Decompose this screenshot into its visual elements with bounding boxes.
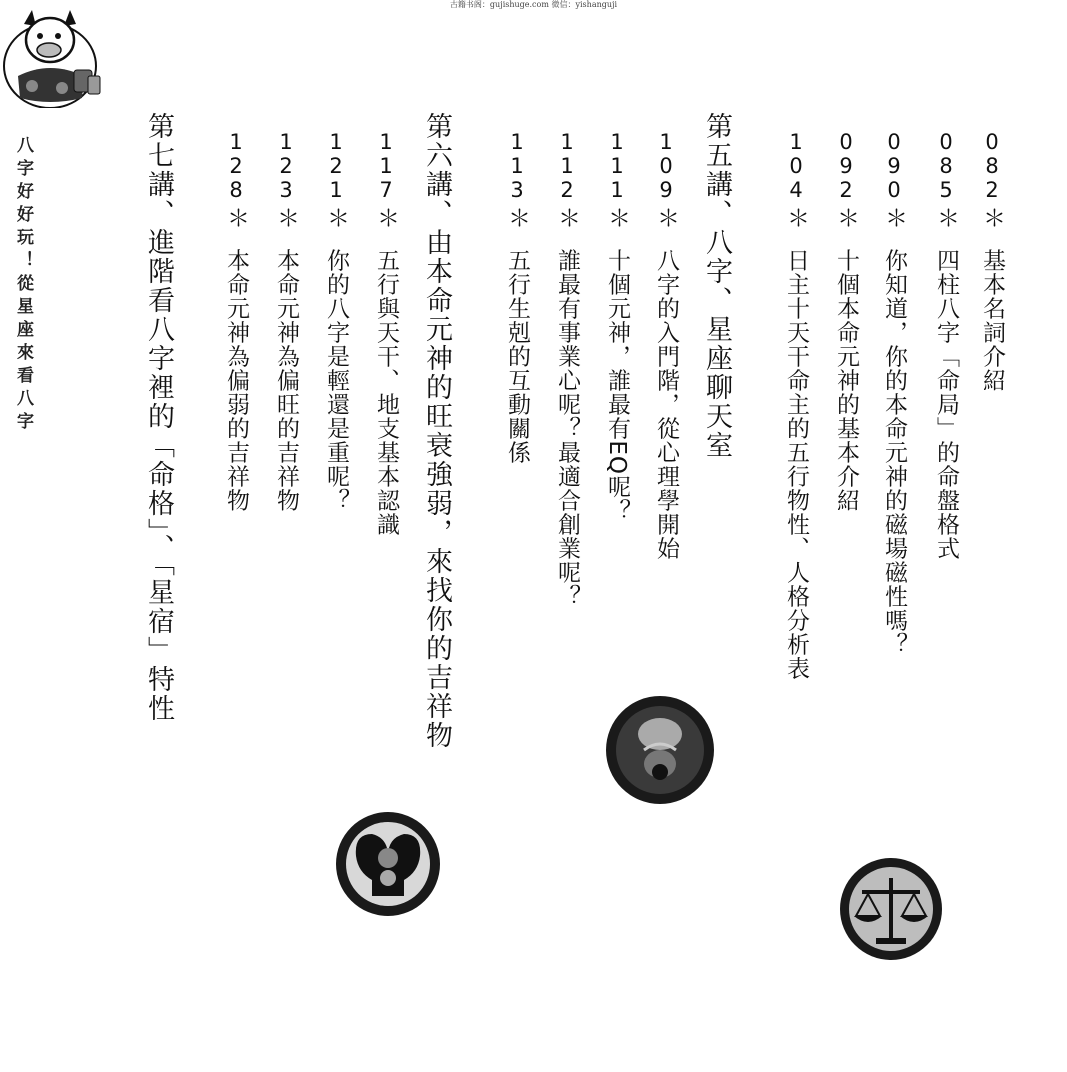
toc-entry: 109＊ 八字的入門階，從心理學開始 (653, 130, 679, 561)
chapter-heading: 第七講、進階看八字裡的「命格」、「星宿」特性 (143, 112, 174, 723)
toc-entry: 082＊ 基本名詞介紹 (979, 130, 1005, 393)
toc-entry: 121＊ 你的八字是輕還是重呢？ (323, 130, 349, 513)
chapter-heading: 第六講、由本命元神的旺衰強弱，來找你的吉祥物 (421, 112, 452, 750)
taurus-cartoon-icon (2, 6, 102, 108)
toc-entry: 117＊ 五行與天干、地支基本認識 (373, 130, 399, 537)
toc-entry: 128＊ 本命元神為偏弱的吉祥物 (223, 130, 249, 513)
watermark: 古籍书阁：gujishuge.com 微信：yishanguji (449, 0, 618, 9)
aries-medallion-icon (334, 810, 442, 918)
toc-entry: 085＊ 四柱八字「命局」的命盤格式 (933, 130, 959, 561)
book-title-label: 八字好好玩！從星座來看八字 (13, 136, 33, 435)
toc-entry: 113＊ 五行生剋的互動關係 (504, 130, 530, 465)
scorpio-medallion-icon (604, 694, 716, 806)
chapter-heading: 第五講、八字、星座聊天室 (701, 112, 732, 460)
toc-entry: 090＊ 你知道，你的本命元神的磁場磁性嗎？ (881, 130, 907, 657)
libra-scales-icon (838, 856, 944, 962)
toc-entry: 092＊ 十個本命元神的基本介紹 (833, 130, 859, 513)
toc-entry: 112＊ 誰最有事業心呢？最適合創業呢？ (554, 130, 580, 609)
toc-entry: 104＊ 日主十天干命主的五行物性、人格分析表 (783, 130, 809, 681)
toc-entry: 123＊ 本命元神為偏旺的吉祥物 (273, 130, 299, 513)
toc-entry: 111＊ 十個元神，誰最有EQ呢？ (604, 130, 630, 523)
